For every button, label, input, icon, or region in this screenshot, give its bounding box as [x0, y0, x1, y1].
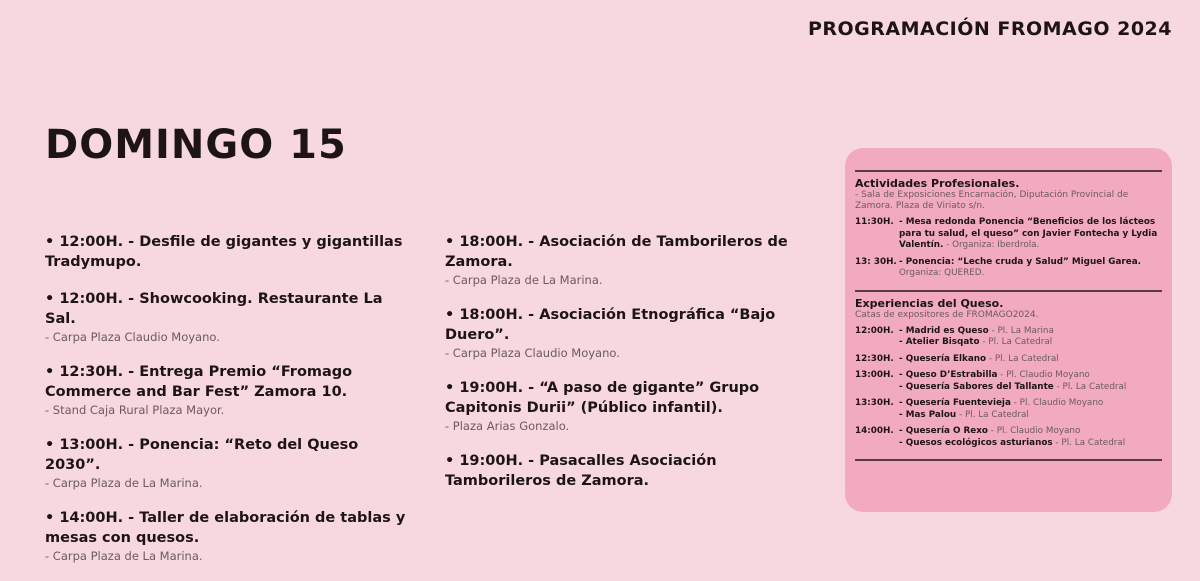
schedule-item: [45, 435, 415, 491]
event-place: - Carpa Plaza de La Marina.: [45, 549, 203, 563]
activity-organizer: - Organiza: Iberdrola.: [943, 240, 1040, 250]
tasting-list: [899, 354, 1059, 366]
event-title: • 12:00H. - Desfile de gigantes y gigantillas Tradymupo.: [45, 234, 403, 270]
tasting-location: - Pl. Claudio Moyano: [987, 426, 1081, 436]
tasting-slot: [855, 354, 1162, 366]
schedule-item: [45, 508, 415, 564]
tasting-time: 12:30H.: [855, 353, 894, 364]
tasting-location: - Pl. La Catedral: [986, 353, 1059, 364]
divider: [855, 290, 1162, 292]
tasting-time: 12:00H.: [855, 325, 894, 336]
section-subtitle: - Sala de Exposiciones Encarnación, Diputación Provincial de Zamora. Plaza de Viriato s/n.: [855, 190, 1129, 211]
header-title: PROGRAMACIÓN FROMAGO 2024: [807, 18, 1172, 40]
tasting-slot: [855, 370, 1162, 393]
event-place: - Carpa Plaza Claudio Moyano.: [45, 330, 220, 344]
cheese-maker: - Queso D’Estrabilla: [899, 370, 998, 380]
divider: [855, 170, 1162, 172]
tasting-list: [899, 370, 1126, 393]
tasting-time: 14:00H.: [855, 426, 894, 436]
activity-text: [899, 257, 1162, 280]
activity-title: - Mesa redonda Ponencia “Beneficios de los lácteos para tu salud, el queso” con Javier Fontecha y Lydia Valentín.: [899, 217, 1158, 250]
event-place: - Stand Caja Rural Plaza Mayor.: [45, 403, 225, 417]
activity-title: - Ponencia: “Leche cruda y Salud” Miguel Garea.: [899, 256, 1142, 267]
event-title: • 18:00H. - Asociación Etnográfica “Bajo Duero”.: [445, 307, 776, 343]
schedule-item: [445, 451, 815, 491]
tasting-list: [899, 326, 1054, 349]
tasting-entry: [899, 382, 1126, 394]
schedule-item: [45, 232, 415, 272]
schedule-item: [445, 232, 815, 288]
tasting-entry: [899, 410, 1103, 422]
event-title: • 13:00H. - Ponencia: “Reto del Queso 2030”.: [45, 437, 359, 473]
activity-organizer: Organiza: QUERED.: [899, 268, 985, 278]
schedule-item: [445, 305, 815, 361]
cheese-maker: - Quesos ecológicos asturianos: [899, 437, 1053, 448]
section-title: Actividades Profesionales.: [855, 177, 1020, 190]
activity-time: 13: 30H.: [855, 256, 897, 267]
section-title: Experiencias del Queso.: [855, 296, 1004, 310]
schedule-item: [445, 378, 815, 434]
event-title: • 12:30H. - Entrega Premio “Fromago Commerce and Bar Fest” Zamora 10.: [45, 364, 353, 400]
tasting-location: - Pl. La Catedral: [1052, 437, 1126, 448]
activity-time: 11:30H.: [855, 217, 894, 227]
tasting-entry: [899, 438, 1125, 450]
cheese-maker: - Quesería Fuentevieja: [899, 398, 1011, 408]
cheese-maker: - Atelier Bisqato: [899, 337, 980, 347]
cheese-maker: - Quesería Elkano: [899, 353, 987, 364]
tasting-time: 13:00H.: [855, 370, 894, 380]
professional-activities-panel: [845, 148, 1172, 512]
cheese-maker: - Quesería Sabores del Tallante: [899, 381, 1054, 392]
event-title: • 14:00H. - Taller de elaboración de tablas y mesas con quesos.: [45, 510, 406, 546]
event-title: • 19:00H. - “A paso de gigante” Grupo Capitonis Durii” (Público infantil).: [445, 380, 760, 416]
tasting-location: - Pl. La Catedral: [1053, 381, 1127, 392]
cheese-maker: - Quesería O Rexo: [899, 426, 988, 436]
tasting-entry: [899, 370, 1126, 382]
tasting-entry: [899, 426, 1125, 438]
tasting-location: - Pl. La Catedral: [979, 337, 1053, 347]
event-place: - Plaza Arias Gonzalo.: [445, 419, 570, 433]
tasting-entry: [899, 337, 1054, 349]
tasting-location: - Pl. La Catedral: [956, 409, 1029, 420]
tasting-slot: [855, 398, 1162, 421]
cheese-maker: - Mas Palou: [899, 409, 957, 420]
schedule-item: [45, 289, 415, 345]
event-place: - Carpa Plaza de La Marina.: [445, 273, 603, 287]
day-title: DOMINGO 15: [45, 122, 347, 168]
tasting-time: 13:30H.: [855, 398, 894, 408]
professional-activity: [855, 257, 1162, 280]
cheese-maker: - Madrid es Queso: [899, 325, 989, 336]
tasting-location: - Pl. La Marina: [988, 325, 1054, 336]
tasting-entry: [899, 398, 1103, 410]
event-place: - Carpa Plaza Claudio Moyano.: [445, 346, 620, 360]
tasting-slot: [855, 426, 1162, 449]
event-place: - Carpa Plaza de La Marina.: [45, 476, 203, 490]
section-subtitle: Catas de expositores de FROMAGO2024.: [855, 309, 1039, 320]
professional-activity: [855, 217, 1162, 252]
event-title: • 12:00H. - Showcooking. Restaurante La Sal.: [45, 291, 383, 327]
event-title: • 18:00H. - Asociación de Tamborileros de Zamora.: [445, 234, 788, 270]
schedule-left-column: [45, 232, 415, 581]
tasting-location: - Pl. Claudio Moyano: [1010, 398, 1104, 408]
tasting-list: [899, 426, 1125, 449]
activity-text: [899, 217, 1162, 252]
schedule-item: [45, 362, 415, 418]
event-title: • 19:00H. - Pasacalles Asociación Tamborileros de Zamora.: [445, 453, 717, 489]
tasting-list: [899, 398, 1103, 421]
tasting-entry: [899, 354, 1059, 366]
schedule-middle-column: [445, 232, 815, 508]
tasting-slot: [855, 326, 1162, 349]
tasting-location: - Pl. Claudio Moyano: [997, 370, 1090, 380]
divider: [855, 459, 1162, 461]
tasting-entry: [899, 326, 1054, 338]
